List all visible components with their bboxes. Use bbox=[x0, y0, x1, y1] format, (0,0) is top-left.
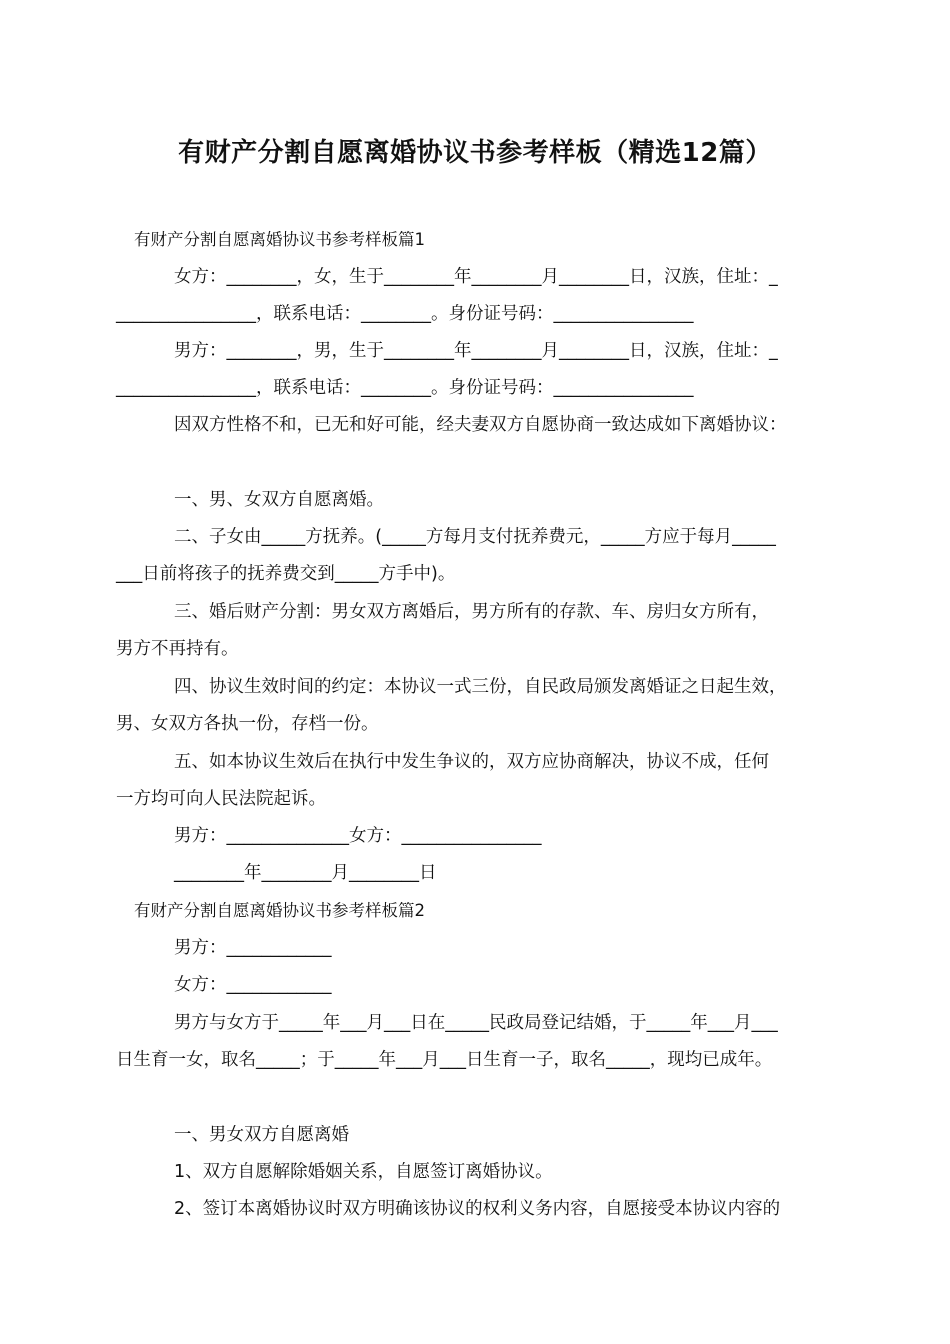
date-line: ________年________月________日 bbox=[174, 863, 437, 883]
paragraph-line: 女方：________，女，生于________年________月________日，汉族，住址：_ bbox=[174, 267, 778, 287]
paragraph-line: 男方与女方于_____年___月___日在_____民政局登记结婚，于_____年___月___ bbox=[174, 1013, 778, 1033]
section-heading-2: 有财产分割自愿离婚协议书参考样板篇2 bbox=[134, 901, 425, 920]
paragraph-line: ________________，联系电话：________。身份证号码：________________ bbox=[116, 304, 694, 324]
paragraph-line: 一、男、女双方自愿离婚。 bbox=[174, 490, 384, 510]
paragraph-line: 男方：________，男，生于________年________月________日，汉族，住址：_ bbox=[174, 341, 778, 361]
paragraph-line: 五、如本协议生效后在执行中发生争议的，双方应协商解决，协议不成，任何 bbox=[174, 752, 769, 772]
section-heading-1: 有财产分割自愿离婚协议书参考样板篇1 bbox=[134, 230, 425, 249]
paragraph-line: 1、双方自愿解除婚姻关系，自愿签订离婚协议。 bbox=[174, 1162, 553, 1182]
paragraph-line: 一、男女双方自愿离婚 bbox=[174, 1125, 349, 1145]
paragraph-line: ___日前将孩子的抚养费交到_____方手中)。 bbox=[116, 564, 456, 584]
paragraph-line: 2、签订本离婚协议时双方明确该协议的权利义务内容，自愿接受本协议内容的 bbox=[174, 1199, 781, 1219]
paragraph-line: 二、子女由_____方抚养。(_____方每月支付抚养费元，_____方应于每月_____ bbox=[174, 527, 776, 547]
paragraph-line: 男、女双方各执一份，存档一份。 bbox=[116, 714, 379, 734]
paragraph-line: 男方：____________ bbox=[174, 938, 332, 958]
document-title: 有财产分割自愿离婚协议书参考样板（精选12篇） bbox=[178, 138, 772, 168]
paragraph-line: 三、婚后财产分割：男女双方离婚后，男方所有的存款、车、房归女方所有， bbox=[174, 602, 769, 622]
paragraph-line: 四、协议生效时间的约定：本协议一式三份，自民政局颁发离婚证之日起生效， bbox=[174, 677, 787, 697]
paragraph-line: 日生育一女，取名_____；于_____年___月___日生育一子，取名_____，现均已成年。 bbox=[116, 1050, 773, 1070]
paragraph-line: 女方：____________ bbox=[174, 975, 332, 995]
paragraph-line: 因双方性格不和，已无和好可能，经夫妻双方自愿协商一致达成如下离婚协议： bbox=[174, 415, 787, 435]
paragraph-line: 男方不再持有。 bbox=[116, 639, 239, 659]
paragraph-line: 一方均可向人民法院起诉。 bbox=[116, 789, 326, 809]
paragraph-line: ________________，联系电话：________。身份证号码：________________ bbox=[116, 378, 694, 398]
signature-line: 男方：______________女方：________________ bbox=[174, 826, 542, 846]
